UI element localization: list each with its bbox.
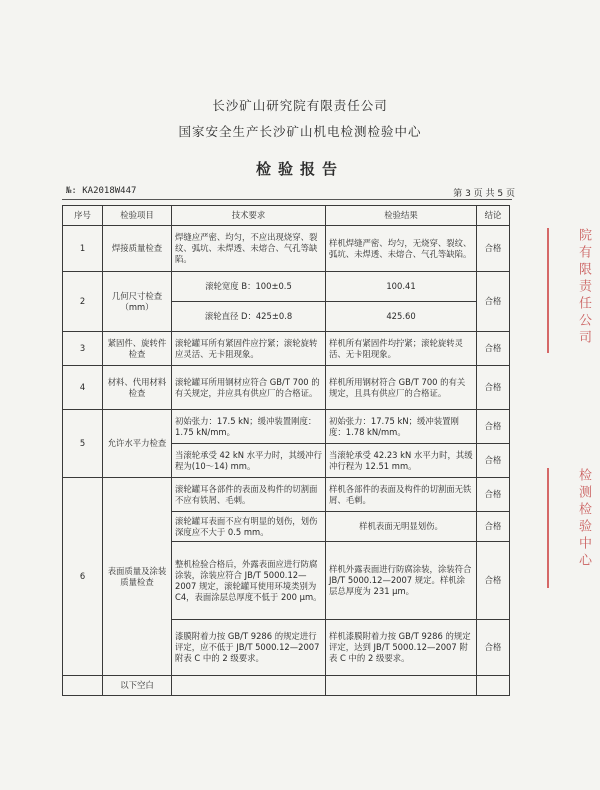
report-number: №: KA2018W447 [66,186,137,196]
col-header-requirement: 技术要求 [172,206,326,226]
header-rule [62,199,512,200]
row-item: 允许水平力检查 [103,410,172,478]
center-name: 国家安全生产长沙矿山机电检测检验中心 [178,124,422,139]
row-number: 3 [63,332,103,366]
row-result: 样机表面无明显划伤。 [326,512,477,542]
row-requirement: 当滚轮承受 42 kN 水平力时，其缓冲行程为(10～14) mm。 [172,444,326,478]
row-conclusion: 合格 [477,542,510,620]
table-header-row [63,206,510,226]
row-requirement: 滚轮罐耳表面不应有明显的划伤，划伤深度应不大于 0.5 mm。 [172,512,326,542]
table-row-blank [63,676,510,696]
row-result: 当滚轮承受 42.23 kN 水平力时，其缓冲行程为 12.51 mm。 [326,444,477,478]
table-row [63,478,510,512]
page-indicator: 第 3 页 共 5 页 [453,189,515,199]
col-header-no: 序号 [63,206,103,226]
row-result: 425.60 [326,302,477,332]
row-result: 100.41 [326,272,477,302]
blank-marker: 以下空白 [103,676,172,696]
table-row [63,332,510,366]
row-number: 2 [63,272,103,332]
table-row [63,272,510,302]
row-requirement: 初始张力：17.5 kN；缓冲装置刚度：1.75 kN/mm。 [172,410,326,444]
row-result: 样机各部件的表面及构件的切割面无铁屑、毛刺。 [326,478,477,512]
row-requirement: 滚轮宽度 B：100±0.5 [172,272,326,302]
row-conclusion: 合格 [477,226,510,272]
row-conclusion: 合格 [477,272,510,332]
row-result: 初始张力：17.75 kN；缓冲装置刚度：1.78 kN/mm。 [326,410,477,444]
col-header-conclusion: 结论 [477,206,510,226]
row-conclusion: 合格 [477,444,510,478]
row-conclusion: 合格 [477,478,510,512]
row-result: 样机外露表面进行防腐涂装，涂装符合 JB/T 5000.12—2007 规定。样机涂层总厚度为 231 μm。 [326,542,477,620]
row-number: 5 [63,410,103,478]
row-requirement: 漆膜附着力按 GB/T 9286 的规定进行评定，应不低于 JB/T 5000.12—2007 附表 C 中的 2 级要求。 [172,620,326,676]
row-number: 6 [63,478,103,676]
seal-stamp-bottom: 检测检验中心 [547,468,593,588]
row-number: 4 [63,366,103,410]
row-conclusion: 合格 [477,366,510,410]
row-conclusion: 合格 [477,332,510,366]
row-conclusion: 合格 [477,620,510,676]
row-item: 焊接质量检查 [103,226,172,272]
row-conclusion: 合格 [477,410,510,444]
col-header-item: 检验项目 [103,206,172,226]
inspection-table [62,205,510,696]
row-result: 样机所有紧固件均拧紧；滚轮旋转灵活、无卡阻现象。 [326,332,477,366]
table-row [63,366,510,410]
row-requirement: 整机检验合格后，外露表面应进行防腐涂装，涂装应符合 JB/T 5000.12—2007 规定，滚轮罐耳使用环境类别为 C4，表面涂层总厚度不低于 200 μm。 [172,542,326,620]
row-requirement: 焊缝应严密、均匀，不应出现烧穿、裂纹、弧坑、未焊透、未熔合、气孔等缺陷。 [172,226,326,272]
row-result: 样机焊缝严密、均匀，无烧穿、裂纹、弧坑、未焊透、未熔合、气孔等缺陷。 [326,226,477,272]
row-result: 样机所用钢材符合 GB/T 700 的有关规定，且具有供应厂的合格证。 [326,366,477,410]
row-item: 材料、代用材料检查 [103,366,172,410]
seal-stamp-top: 院有限责任公司 [547,228,593,353]
row-number: 1 [63,226,103,272]
row-result: 样机漆膜附着力按 GB/T 9286 的规定评定，达到 JB/T 5000.12—2007 附表 C 中的 2 级要求。 [326,620,477,676]
table-row [63,410,510,444]
row-requirement: 滚轮直径 D：425±0.8 [172,302,326,332]
row-requirement: 滚轮罐耳所有紧固件应拧紧；滚轮旋转应灵活、无卡阻现象。 [172,332,326,366]
report-title: 检验报告 [255,160,344,178]
row-requirement: 滚轮罐耳所用钢材应符合 GB/T 700 的有关规定，并应具有供应厂的合格证。 [172,366,326,410]
row-item: 几何尺寸检查（mm） [103,272,172,332]
row-item: 紧固件、旋转件检查 [103,332,172,366]
row-requirement: 滚轮罐耳各部件的表面及构件的切割面不应有铁屑、毛刺。 [172,478,326,512]
organization-name: 长沙矿山研究院有限责任公司 [212,98,388,113]
row-item: 表面质量及涂装质量检查 [103,478,172,676]
row-conclusion: 合格 [477,512,510,542]
col-header-result: 检验结果 [326,206,477,226]
table-row [63,226,510,272]
